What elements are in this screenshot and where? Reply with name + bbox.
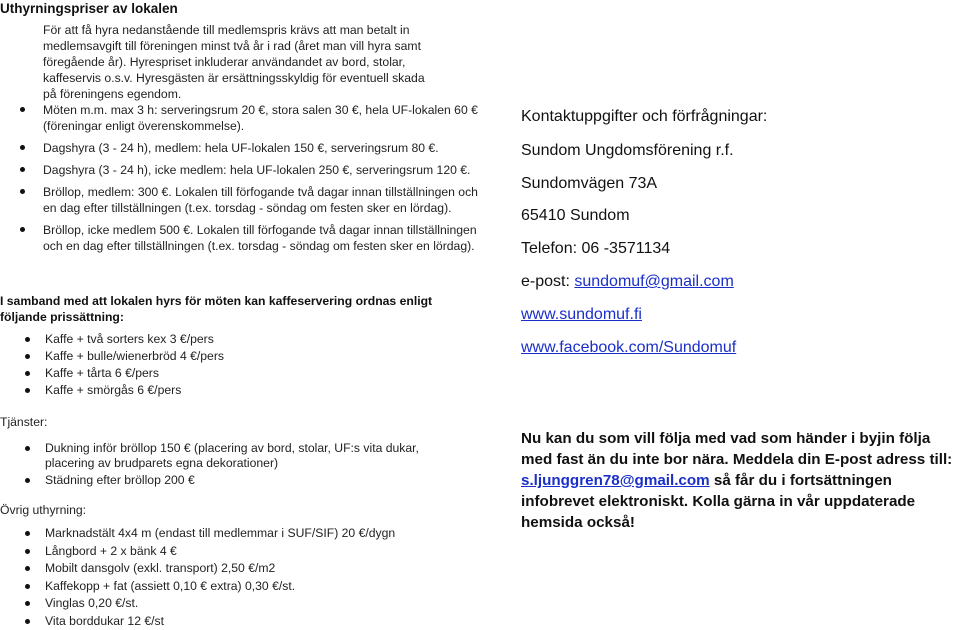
contact-email-link[interactable]: sundomuf@gmail.com bbox=[574, 273, 733, 290]
list-item: Vinglas 0,20 €/st. bbox=[45, 595, 395, 613]
other-rental-list bbox=[45, 525, 395, 630]
newsletter-email-link[interactable]: s.ljunggren78@gmail.com bbox=[521, 472, 710, 489]
list-item: Mobilt dansgolv (exkl. transport) 2,50 €/m2 bbox=[45, 560, 395, 578]
website-link[interactable]: www.sundomuf.fi bbox=[521, 306, 642, 323]
news-text-after: så får du i fortsättningen infobrevet elektroniskt. Kolla gärna in vår uppdaterade hemsida också! bbox=[521, 472, 915, 531]
contact-postal: 65410 Sundom bbox=[521, 207, 630, 225]
list-item: Kaffe + tårta 6 €/pers bbox=[45, 365, 224, 382]
list-item: Kaffe + bulle/wienerbröd 4 €/pers bbox=[45, 348, 224, 365]
list-item: Möten m.m. max 3 h: serveringsrum 20 €, stora salen 30 €, hela UF-lokalen 60 € (föreningar enligt överenskommelse). bbox=[43, 102, 483, 134]
list-item: Kaffe + två sorters kex 3 €/pers bbox=[45, 331, 224, 348]
contact-phone: Telefon: 06 -3571134 bbox=[521, 240, 670, 258]
list-item: Dukning inför bröllop 150 € (placering av bord, stolar, UF:s vita dukar, placering av brudparets egna dekorationer) bbox=[45, 441, 465, 471]
list-item: Bröllop, medlem: 300 €. Lokalen till förfogande två dagar innan tillställningen och en dag efter tillställningen (t.ex. torsdag - söndag om festen sker en lördag). bbox=[43, 184, 483, 216]
services-label: Tjänster: bbox=[0, 415, 47, 429]
other-rental-label: Övrig uthyrning: bbox=[0, 503, 86, 517]
coffee-price-list bbox=[45, 331, 224, 399]
intro-paragraph: För att få hyra nedanstående till medlemspris krävs att man betalt in medlemsavgift till föreningen minst två år i rad (året man vill hyra samt föregående år). Hyrespriset inkluderar användandet av bord, stolar, kaffeservis o.s.v. Hyresgästen är ersättningsskyldig för eventuell skada på föreningens egendom. bbox=[43, 22, 433, 102]
contact-street: Sundomvägen 73A bbox=[521, 175, 657, 193]
list-item: Långbord + 2 x bänk 4 € bbox=[45, 543, 395, 561]
list-item: Kaffe + smörgås 6 €/pers bbox=[45, 382, 224, 399]
newsletter-paragraph bbox=[521, 428, 959, 533]
list-item: Bröllop, icke medlem 500 €. Lokalen till förfogande två dagar innan tillställningen och en dag efter tillställningen (t.ex. torsdag - söndag om festen sker en lördag). bbox=[43, 222, 483, 254]
list-item: Dagshyra (3 - 24 h), medlem: hela UF-lokalen 150 €, serveringsrum 80 €. bbox=[43, 140, 483, 156]
list-item: Vita borddukar 12 €/st bbox=[45, 613, 395, 630]
contact-org: Sundom Ungdomsförening r.f. bbox=[521, 142, 734, 160]
page-heading: Uthyrningspriser av lokalen bbox=[0, 1, 178, 16]
contact-title: Kontaktuppgifter och förfrågningar: bbox=[521, 108, 767, 126]
facebook-line bbox=[521, 339, 736, 357]
list-item: Kaffekopp + fat (assiett 0,10 € extra) 0,30 €/st. bbox=[45, 578, 395, 596]
list-item: Städning efter bröllop 200 € bbox=[45, 473, 465, 488]
rental-price-list bbox=[43, 102, 483, 260]
facebook-link[interactable]: www.facebook.com/Sundomuf bbox=[521, 339, 736, 356]
website-line bbox=[521, 306, 642, 324]
news-text-before: Nu kan du som vill följa med vad som händer i byjin följa med fast än du inte bor nära. Meddela din E-post adress till: bbox=[521, 430, 952, 468]
email-prefix: e-post: bbox=[521, 273, 574, 290]
contact-email-line bbox=[521, 273, 734, 291]
list-item: Marknadstält 4x4 m (endast till medlemmar i SUF/SIF) 20 €/dygn bbox=[45, 525, 395, 543]
list-item: Dagshyra (3 - 24 h), icke medlem: hela UF-lokalen 250 €, serveringsrum 120 €. bbox=[43, 162, 483, 178]
services-list bbox=[45, 441, 465, 490]
coffee-paragraph: I samband med att lokalen hyrs för möten kan kaffeservering ordnas enligt följande prissättning: bbox=[0, 293, 480, 325]
